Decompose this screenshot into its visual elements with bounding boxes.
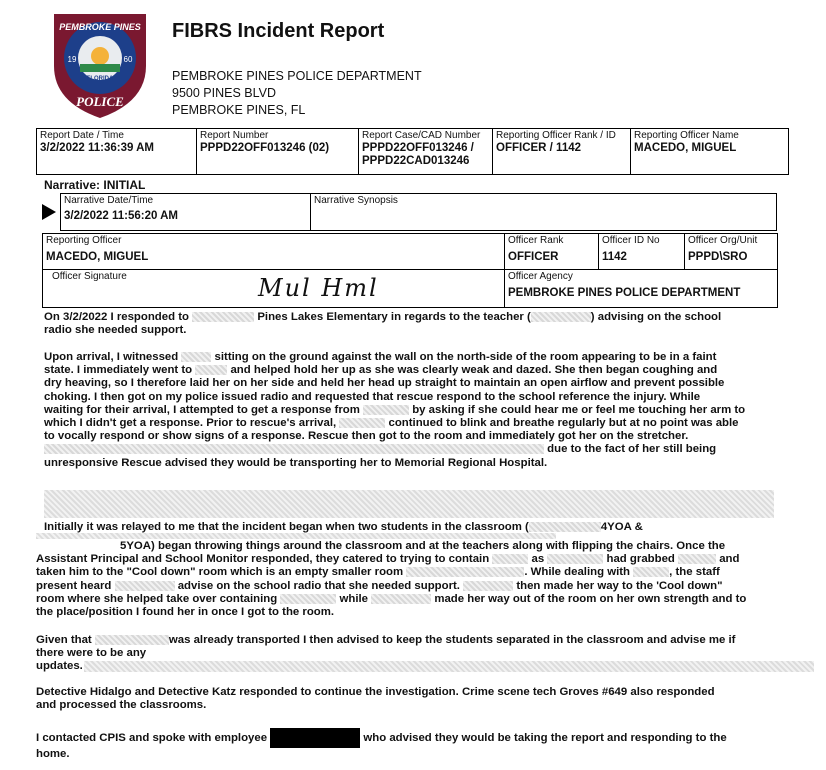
redaction bbox=[529, 522, 601, 532]
report-number-value: PPPD22OFF013246 (02) bbox=[200, 142, 330, 154]
officer-agency-cell bbox=[505, 270, 778, 308]
redaction bbox=[678, 554, 716, 564]
redaction bbox=[371, 594, 431, 604]
redaction bbox=[406, 567, 524, 577]
officer-agency-label: Officer Agency bbox=[508, 271, 573, 282]
report-number-label: Report Number bbox=[200, 130, 269, 141]
narrative-synopsis-cell bbox=[311, 194, 777, 231]
officer-org-label: Officer Org/Unit bbox=[688, 235, 758, 246]
redaction bbox=[95, 635, 169, 645]
narrative-text: On 3/2/2022 I responded to bbox=[44, 311, 189, 323]
narrative-text: dry heaving, so I therefore laid her on her side and held her head up straight to maintain an open airflow and prevent possible bbox=[44, 377, 725, 390]
narrative-text: had grabbed bbox=[606, 553, 675, 566]
redaction bbox=[363, 405, 409, 415]
redaction bbox=[280, 594, 336, 604]
black-redaction bbox=[270, 728, 360, 748]
narrative-synopsis-label: Narrative Synopsis bbox=[314, 195, 398, 206]
officer-org-value: PPPD\SRO bbox=[688, 251, 748, 263]
redaction bbox=[463, 581, 513, 591]
officer-rank-id-cell bbox=[493, 129, 631, 175]
narrative-text: taken him to the "Cool down" room which is an empty smaller room bbox=[36, 566, 404, 579]
narrative-paragraph-2 bbox=[44, 351, 789, 470]
report-info-table bbox=[36, 128, 789, 175]
narrative-text: , the staff bbox=[669, 566, 720, 579]
narrative-text: and bbox=[719, 553, 740, 566]
redaction bbox=[492, 554, 528, 564]
narrative-text: advise on the school radio that she needed support. bbox=[177, 579, 460, 592]
officer-table bbox=[42, 233, 778, 308]
narrative-text: which I didn't get a response. Prior to rescue's arrival, bbox=[44, 417, 337, 430]
reporting-officer-cell bbox=[43, 234, 505, 270]
officer-signature-image: Mul Hml bbox=[258, 274, 379, 302]
narrative-text: home. bbox=[36, 748, 70, 760]
redaction bbox=[181, 352, 211, 362]
narrative-text: due to the fact of her still being bbox=[547, 443, 717, 456]
narrative-paragraph-1 bbox=[44, 311, 784, 337]
narrative-text: Upon arrival, I witnessed bbox=[44, 351, 179, 363]
narrative-text: sitting on the ground against the wall on the north-side of the room appearing to be in a faint bbox=[214, 351, 717, 363]
logo-bottom-text: POLICE bbox=[76, 94, 124, 109]
narrative-text: Assistant Principal and School Monitor responded, they catered to trying to contain bbox=[36, 553, 490, 566]
narrative-date-cell bbox=[61, 194, 311, 231]
officer-org-cell bbox=[685, 234, 778, 270]
narrative-date-value: 3/2/2022 11:56:20 AM bbox=[64, 210, 179, 222]
officer-name-value: MACEDO, MIGUEL bbox=[634, 142, 737, 154]
narrative-text: there were to be any bbox=[36, 647, 147, 660]
officer-signature-cell bbox=[43, 270, 505, 308]
redaction bbox=[84, 661, 814, 672]
narrative-paragraph-5 bbox=[36, 686, 821, 712]
report-case-label: Report Case/CAD Number bbox=[362, 130, 481, 141]
officer-rank-label: Officer Rank bbox=[508, 235, 564, 246]
cropped-line-strip bbox=[36, 533, 556, 539]
narrative-text: as bbox=[531, 553, 545, 566]
narrative-text: Pines Lakes Elementary in regards to the teacher ( bbox=[257, 311, 531, 323]
narrative-text: then made her way to the 'Cool down" bbox=[516, 579, 723, 592]
logo-top-text: PEMBROKE PINES bbox=[59, 22, 141, 32]
narrative-text: present heard bbox=[36, 579, 112, 592]
narrative-text: I contacted CPIS and spoke with employee bbox=[36, 732, 268, 745]
narrative-table bbox=[60, 193, 777, 231]
logo-right-number: 60 bbox=[123, 55, 133, 64]
redaction bbox=[44, 444, 544, 454]
narrative-text: 4YOA & bbox=[600, 521, 643, 533]
redaction bbox=[339, 418, 385, 428]
officer-rank-cell bbox=[505, 234, 599, 270]
officer-name-label: Reporting Officer Name bbox=[634, 130, 739, 141]
officer-id-cell bbox=[599, 234, 685, 270]
department-city: PEMBROKE PINES, FL bbox=[172, 103, 306, 117]
narrative-text: by asking if she could hear me or feel me touching her arm to bbox=[412, 403, 746, 416]
narrative-text: who advised they would be taking the report and responding to the bbox=[363, 732, 727, 745]
narrative-text: . While dealing with bbox=[524, 566, 630, 579]
redaction bbox=[633, 567, 669, 577]
officer-rank-value: OFFICER bbox=[508, 251, 559, 263]
narrative-text: to vocally respond or show signs of a response. Rescue then got to the room and immediately got her on the stretcher. bbox=[44, 430, 689, 443]
narrative-text: made her way out of the room on her own strength and to bbox=[434, 592, 747, 605]
narrative-text: state. I immediately went to bbox=[44, 364, 193, 377]
report-case-cell bbox=[359, 129, 493, 175]
report-date-label: Report Date / Time bbox=[40, 130, 124, 141]
narrative-text: Given that bbox=[36, 634, 92, 646]
police-badge-logo bbox=[50, 8, 150, 120]
narrative-date-label: Narrative Date/Time bbox=[64, 195, 154, 206]
department-name: PEMBROKE PINES POLICE DEPARTMENT bbox=[172, 69, 422, 83]
expand-arrow-icon[interactable] bbox=[42, 204, 56, 220]
officer-name-cell bbox=[631, 129, 789, 175]
narrative-text: Initially it was relayed to me that the incident began when two students in the classroom ( bbox=[44, 521, 529, 533]
narrative-text: Detective Hidalgo and Detective Katz responded to continue the investigation. Crime scene tech Groves #649 also responded bbox=[36, 686, 715, 698]
narrative-text: continued to blink and breathe regularly but at no point was able bbox=[388, 417, 739, 430]
officer-agency-value: PEMBROKE PINES POLICE DEPARTMENT bbox=[508, 287, 741, 299]
narrative-paragraph-4 bbox=[36, 634, 826, 674]
narrative-paragraph-3b bbox=[36, 540, 826, 619]
report-date-cell bbox=[37, 129, 197, 175]
narrative-text: room where she helped take over containing bbox=[36, 592, 278, 605]
reporting-officer-value: MACEDO, MIGUEL bbox=[46, 251, 149, 263]
report-date-value: 3/2/2022 11:36:39 AM bbox=[40, 142, 155, 154]
redaction bbox=[115, 581, 175, 591]
officer-id-value: 1142 bbox=[602, 251, 627, 263]
narrative-paragraph-6 bbox=[36, 728, 821, 761]
narrative-text: and processed the classrooms. bbox=[36, 699, 207, 712]
narrative-text: unresponsive Rescue advised they would be transporting her to Memorial Regional Hospital. bbox=[44, 456, 548, 469]
officer-id-label: Officer ID No bbox=[602, 235, 660, 246]
narrative-text: updates. bbox=[36, 660, 83, 673]
report-case-value-2: PPPD22CAD013246 bbox=[362, 155, 470, 167]
redacted-block bbox=[44, 490, 774, 518]
report-title: FIBRS Incident Report bbox=[172, 20, 385, 42]
logo-left-number: 19 bbox=[67, 55, 77, 64]
department-street: 9500 PINES BLVD bbox=[172, 86, 276, 100]
narrative-text: ) advising on the school bbox=[590, 311, 722, 323]
report-number-cell bbox=[197, 129, 359, 175]
logo-mid-text: FLORIDA bbox=[86, 76, 114, 82]
officer-rank-id-value: OFFICER / 1142 bbox=[496, 142, 582, 154]
narrative-text: and helped hold her up as she was clearly weak and dazed. She then began coughing and bbox=[230, 364, 718, 377]
narrative-text: while bbox=[339, 592, 368, 605]
narrative-text: the place/position I found her in once I got to the room. bbox=[36, 606, 335, 619]
redaction bbox=[547, 554, 603, 564]
officer-signature-label: Officer Signature bbox=[52, 271, 127, 282]
officer-rank-id-label: Reporting Officer Rank / ID bbox=[496, 130, 616, 141]
narrative-text: waiting for their arrival, I attempted to get a response from bbox=[44, 403, 360, 416]
narrative-text: radio she needed support. bbox=[44, 324, 187, 337]
redaction bbox=[192, 312, 254, 322]
report-case-value-1: PPPD22OFF013246 / bbox=[362, 142, 474, 154]
narrative-text: choking. I then got on my police issued radio and requested that rescue respond to the school reference the injury. While bbox=[44, 390, 701, 403]
narrative-text: was already transported I then advised to keep the students separated in the classroom and advise me if bbox=[168, 634, 736, 646]
redaction bbox=[531, 312, 591, 322]
reporting-officer-label: Reporting Officer bbox=[46, 235, 122, 246]
redaction bbox=[195, 365, 227, 375]
narrative-heading: Narrative: INITIAL bbox=[44, 178, 146, 192]
narrative-text: 5YOA) began throwing things around the classroom and at the teachers along with flipping the chairs. Once the bbox=[120, 540, 726, 552]
